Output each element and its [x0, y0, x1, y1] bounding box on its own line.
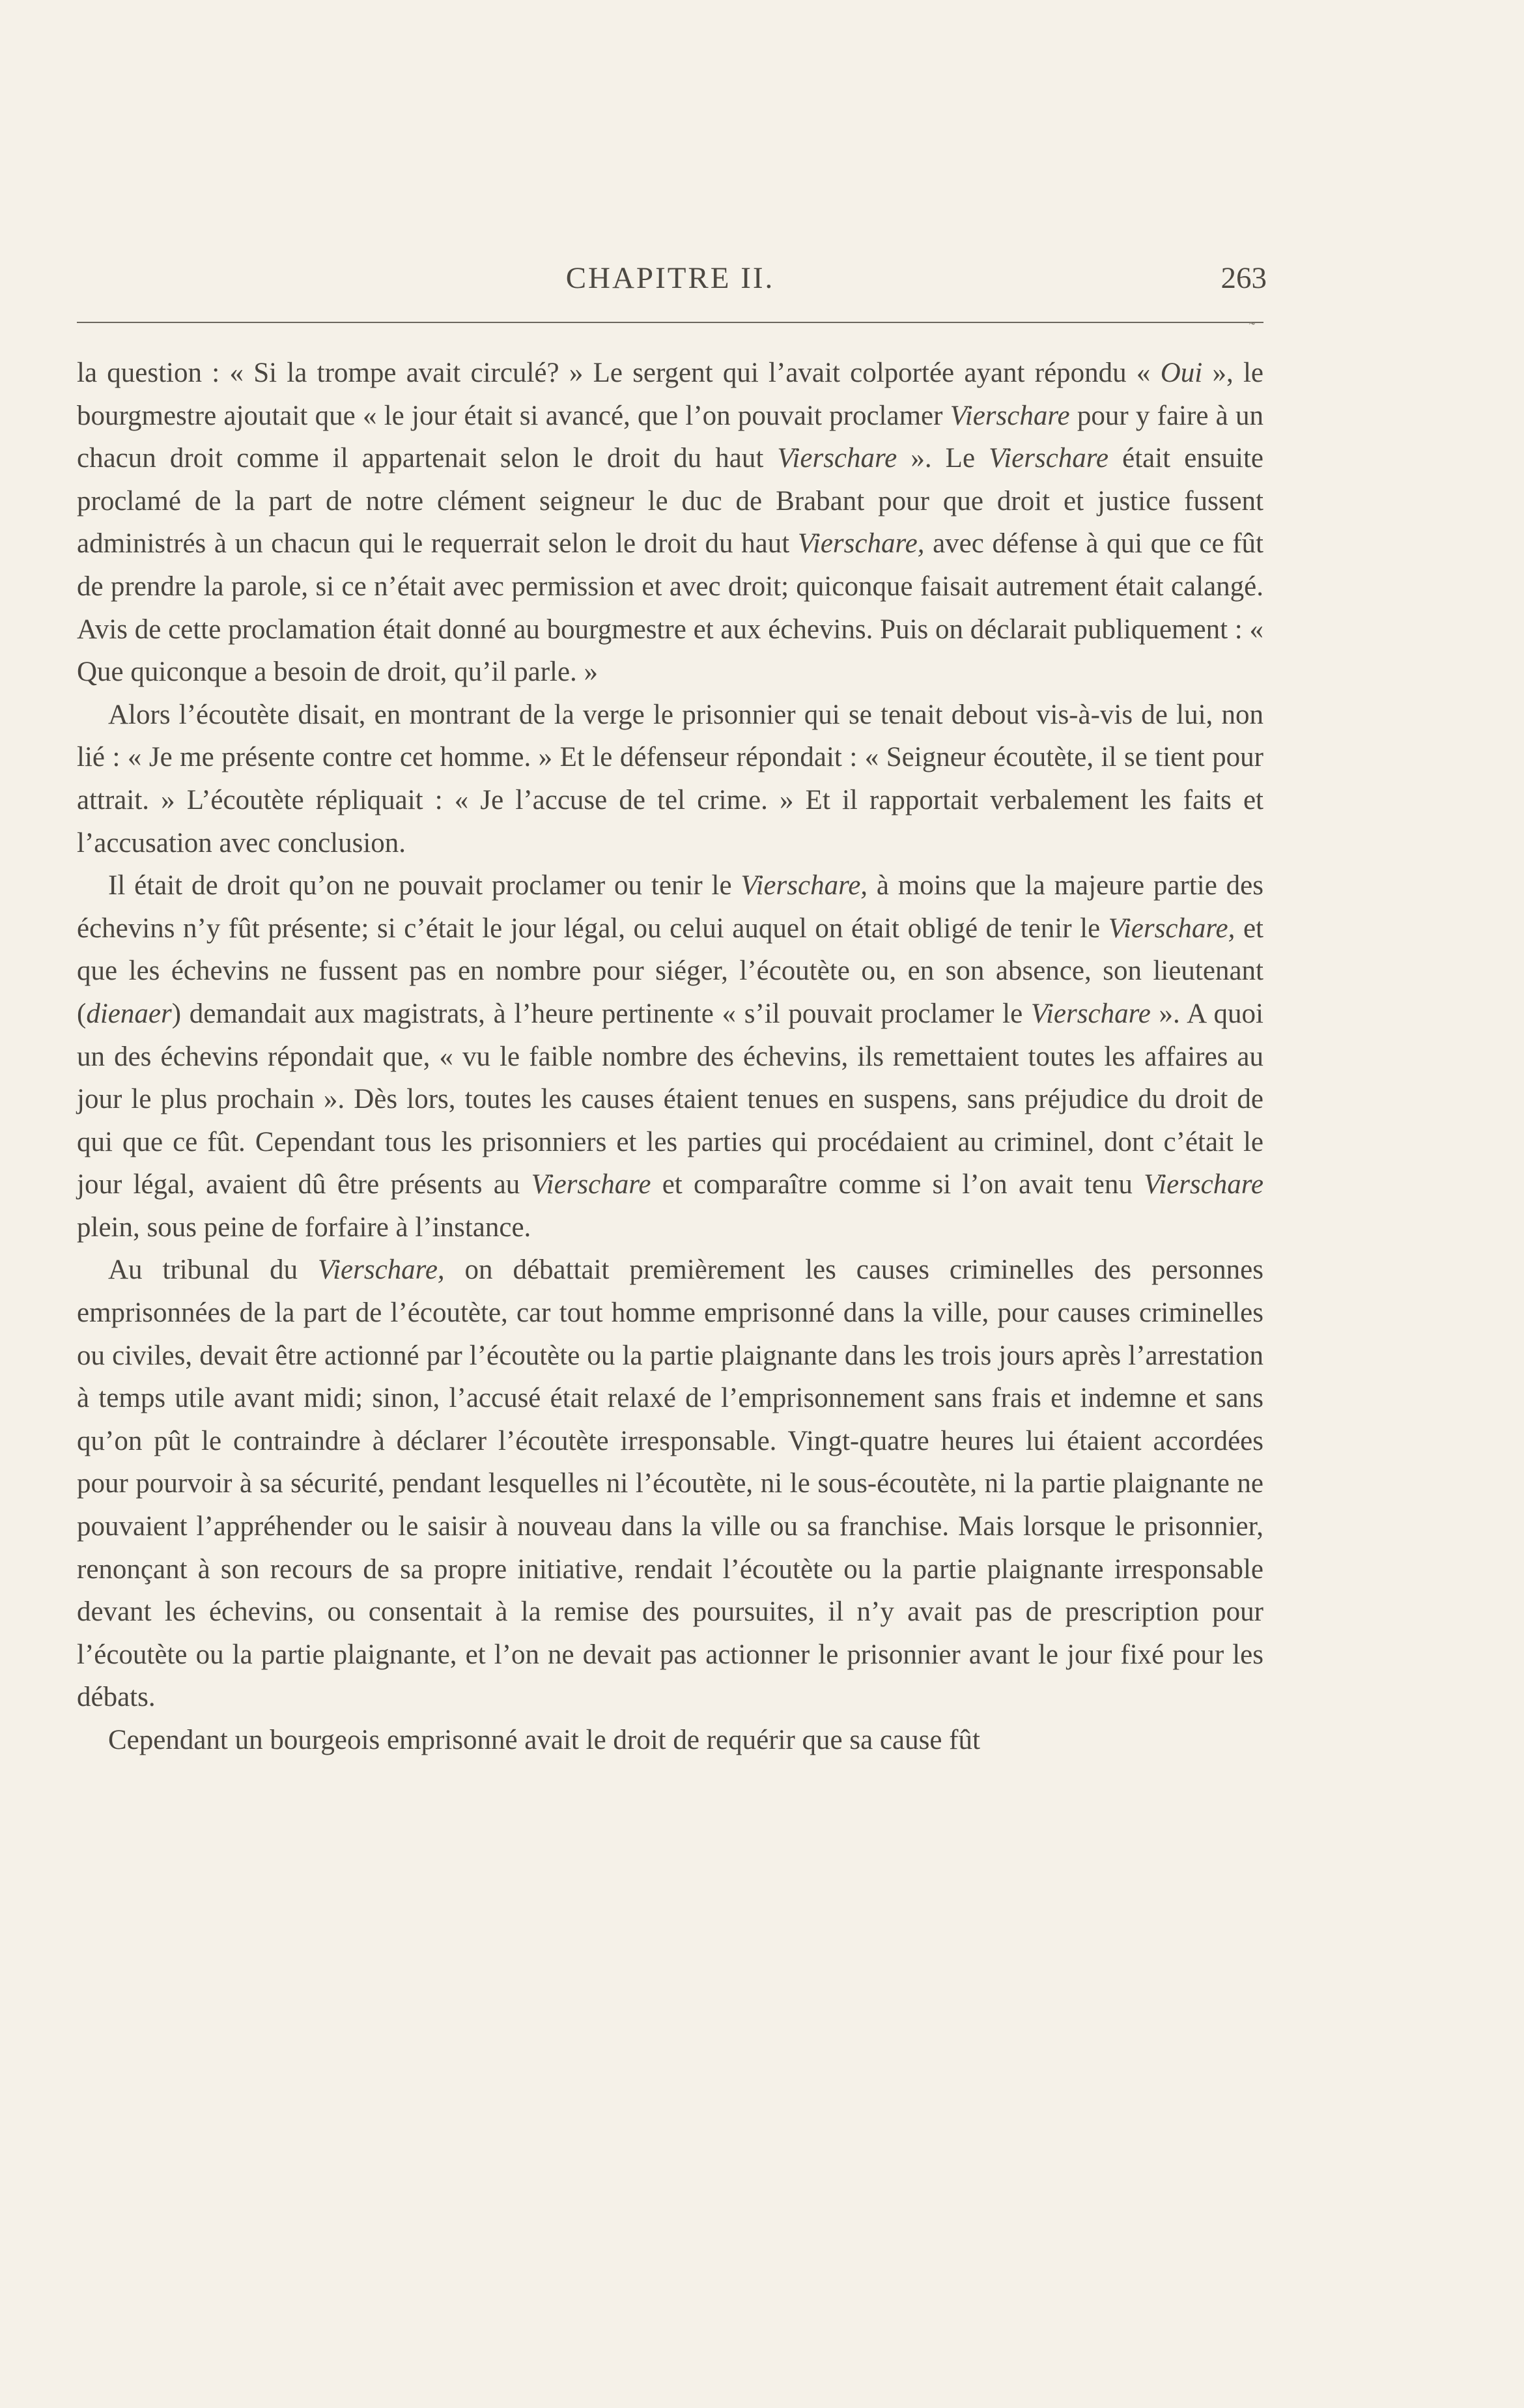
- italic-term: Vierschare,: [741, 870, 868, 901]
- text-run: Il était de droit qu’on ne pouvait proclamer ou tenir le: [108, 870, 741, 901]
- paragraph: [77, 694, 1263, 864]
- italic-term: Vierschare: [1030, 998, 1151, 1029]
- text-run: », le bourgmestre ajoutait que « le jour était si avancé, que l’on pouvait proclamer: [77, 358, 1263, 431]
- text-run: on débattait premièrement les causes criminelles des personnes emprisonnées de la part de l’écoutète, car tout homme emprisonné dans la ville, pour causes criminelles ou civiles, devait être actionné par l’écoutète ou la partie plaignante dans les trois jours après l’arrestation à temps utile avant midi; sinon, l’accusé était relaxé de l’emprisonnement sans frais et indemne et sans qu’on pût le contraindre à déclarer l’écoutète irresponsable. Vingt-quatre heures lui étaient accordées pour pourvoir à sa sécurité, pendant lesquelles ni l’écoutète, ni le sous-écoutète, ni la partie plaignante ne pouvaient l’appréhender ou le saisir à nouveau dans la ville ou sa franchise. Mais lorsque le prisonnier, renonçant à son recours de sa propre initiative, rendait l’écoutète ou la partie plaignante irresponsable devant les échevins, ou consentait à la remise des poursuites, il n’y avait pas de prescription pour l’écoutète ou la partie plaignante, et l’on ne devait pas actionner le prisonnier avant le jour fixé pour les débats.: [77, 1254, 1263, 1713]
- text-run: ». Le: [897, 443, 989, 474]
- text-run: ». A quoi un des échevins répondait que, « vu le faible nombre des échevins, ils remettaient toutes les affaires au jour le plus prochain ». Dès lors, toutes les causes étaient tenues en suspens, sans préjudice du droit de qui que ce fût. Cependant tous les prisonniers et les parties qui procédaient au criminel, dont c’était le jour légal, avaient dû être présents au: [77, 998, 1263, 1200]
- italic-term: Vierschare: [777, 443, 897, 474]
- body-text: [77, 352, 1263, 1762]
- paragraph: [77, 1249, 1263, 1719]
- page-number: 263: [1221, 261, 1267, 295]
- text-run: Au tribunal du: [108, 1254, 318, 1286]
- header-rule: [77, 322, 1263, 323]
- text-run: avec défense à qui que ce fût de prendre la parole, si ce n’était avec permission et avec droit; quiconque faisait autrement était calangé. Avis de cette proclamation était donné au bourgmestre et aux échevins. Puis on déclarait publiquement : « Que quiconque a besoin de droit, qu’il parle. »: [77, 528, 1264, 688]
- paragraph: [77, 352, 1263, 694]
- text-run: pour y faire à un chacun droit comme il appartenait selon le droit du haut: [77, 400, 1263, 474]
- chapter-title: CHAPITRE II.: [565, 261, 775, 295]
- text-run: plein, sous peine de forfaire à l’instance.: [77, 1211, 531, 1243]
- italic-term: Vierschare: [531, 1169, 651, 1200]
- text-run: ) demandait aux magistrats, à l’heure pertinente « s’il pouvait proclamer le: [171, 998, 1031, 1029]
- text-run: Cependant un bourgeois emprisonné avait le droit de requérir que sa cause fût: [108, 1725, 980, 1755]
- text-run: et comparaître comme si l’on avait tenu: [651, 1169, 1144, 1200]
- italic-term: Vierschare,: [1108, 913, 1235, 944]
- text-run: Alors l’écoutète disait, en montrant de la verge le prisonnier qui se tenait debout vis-à-vis de lui, non lié : « Je me présente contre cet homme. » Et le défenseur répondait : « Seigneur écoutète, il se tient pour attrait. » L’écoutète répliquait : « Je l’accuse de tel crime. » Et il rapportait verbalement les faits et l’accusation avec conclusion.: [77, 699, 1263, 858]
- paragraph: [77, 1719, 1263, 1762]
- text-run: et que les échevins ne fussent pas en nombre pour siéger, l’écoutète ou, en son absence, son lieutenant (: [77, 913, 1263, 1029]
- italic-term: Vierschare: [1144, 1169, 1263, 1200]
- italic-term: Vierschare: [950, 400, 1070, 431]
- paragraph: [77, 864, 1263, 1249]
- text-run: à moins que la majeure partie des échevins n’y fût présente; si c’était le jour légal, ou celui auquel on était obligé de tenir le: [77, 870, 1263, 944]
- italic-term: dienaer: [86, 998, 172, 1029]
- text-run: la question : « Si la trompe avait circulé? » Le sergent qui l’avait colportée ayant répondu «: [77, 358, 1161, 388]
- italic-term: Vierschare: [989, 443, 1109, 474]
- text-run: était ensuite proclamé de la part de notre clément seigneur le duc de Brabant pour que droit et justice fussent administrés à un chacun qui le requerrait selon le droit du haut: [77, 443, 1264, 560]
- rule-ornament-mark: ˜: [1249, 319, 1256, 339]
- italic-term: Vierschare,: [797, 528, 925, 560]
- running-head: [77, 261, 1267, 313]
- italic-term: Oui: [1160, 358, 1203, 388]
- italic-term: Vierschare,: [318, 1254, 445, 1286]
